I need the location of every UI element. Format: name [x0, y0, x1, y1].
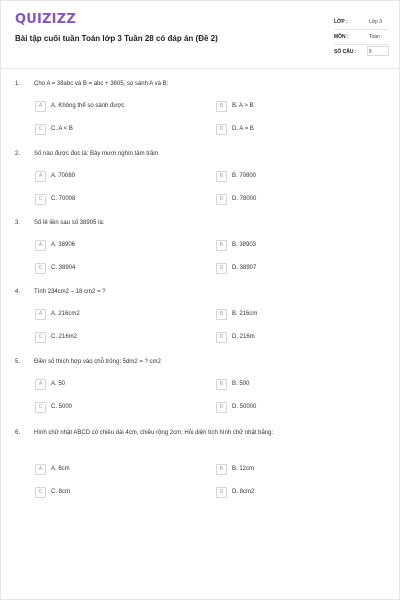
option-text: A. 216cm2: [51, 311, 80, 317]
option-text: C. 70008: [51, 196, 76, 202]
option-letter-box: D: [216, 194, 227, 205]
option-letter-box: B: [216, 309, 227, 320]
option-text: D. 8cm2: [232, 489, 255, 495]
option-text: B. 12cm: [232, 466, 255, 472]
header-divider: [1, 68, 400, 69]
option-letter-box: D: [216, 124, 227, 135]
option-text: B. 216cm: [232, 311, 258, 317]
option-text: B. 500: [232, 381, 250, 387]
option-letter-box: B: [216, 171, 227, 182]
option-text: B. A > B: [232, 103, 254, 109]
option-letter-box: A: [35, 379, 46, 390]
meta-subject-value: Toán: [369, 34, 380, 40]
question-number: 3.: [15, 220, 21, 226]
option-letter-box: B: [216, 240, 227, 251]
option-letter-box: C: [35, 332, 46, 343]
option-text: C. 216m2: [51, 334, 78, 340]
question-number: 5.: [15, 359, 21, 365]
option-letter-box: D: [216, 263, 227, 274]
option-letter-box: A: [35, 171, 46, 182]
option-text: C. 5000: [51, 404, 73, 410]
question-text: Điền số thích hợp vào chỗ trống: 5dm2 = ? cm2: [34, 359, 161, 365]
option-text: A. 50: [51, 381, 66, 387]
option-text: B. 70800: [232, 173, 257, 179]
meta-class-value: Lớp 3: [369, 19, 383, 25]
question-text: Hình chữ nhật ABCD có chiều dài 4cm, chiều rộng 2cm. Hỏi diện tích hình chữ nhật bằng:: [34, 430, 274, 436]
option-letter-box: D: [216, 402, 227, 413]
option-letter-box: A: [35, 464, 46, 475]
option-letter-box: B: [216, 464, 227, 475]
option-text: A. 70080: [51, 173, 76, 179]
meta-subject-label: MÔN :: [334, 34, 349, 40]
option-text: A. 38906: [51, 242, 76, 248]
option-text: D. 50000: [232, 404, 257, 410]
worksheet-title: Bài tập cuối tuần Toán lớp 3 Tuần 28 có đáp án (Đề 2): [15, 34, 218, 43]
option-text: A. 6cm: [51, 466, 70, 472]
option-letter-box: B: [216, 101, 227, 112]
meta-divider: [334, 29, 389, 30]
meta-class-label: LỚP :: [334, 19, 348, 25]
option-letter-box: C: [35, 263, 46, 274]
question-text: Số nào được đọc là: Bảy mươi nghìn tám trăm: [34, 151, 159, 157]
option-letter-box: D: [216, 487, 227, 498]
option-text: B. 38903: [232, 242, 257, 248]
question-text: Tính 234cm2 – 18 cm2 = ?: [34, 289, 106, 295]
meta-count-label: SỐ CÂU :: [334, 49, 357, 55]
option-letter-box: D: [216, 332, 227, 343]
quizizz-logo: QUIZIZZ: [15, 12, 76, 27]
option-text: A. Không thể so sánh được: [51, 103, 125, 109]
option-letter-box: C: [35, 402, 46, 413]
question-number: 4.: [15, 289, 21, 295]
option-text: C. 8cm: [51, 489, 71, 495]
option-text: C. 38904: [51, 265, 76, 271]
question-number: 6.: [15, 430, 21, 436]
option-text: C. A < B: [51, 126, 73, 132]
question-text: Số lẻ liền sau số 38905 là:: [34, 220, 105, 226]
option-letter-box: A: [35, 240, 46, 251]
option-letter-box: A: [35, 309, 46, 320]
question-number: 2.: [15, 151, 21, 157]
meta-divider: [334, 44, 389, 45]
option-text: D. 78000: [232, 196, 257, 202]
option-text: D. A = B: [232, 126, 254, 132]
option-text: D. 216m: [232, 334, 255, 340]
question-text: Cho A = 38abc và B = abc + 3805, so sánh A và B:: [34, 81, 169, 87]
question-number: 1.: [15, 81, 21, 87]
option-letter-box: C: [35, 124, 46, 135]
option-letter-box: C: [35, 487, 46, 498]
option-text: D. 38907: [232, 265, 257, 271]
meta-count-value: 6: [369, 49, 372, 55]
option-letter-box: A: [35, 101, 46, 112]
option-letter-box: B: [216, 379, 227, 390]
option-letter-box: C: [35, 194, 46, 205]
